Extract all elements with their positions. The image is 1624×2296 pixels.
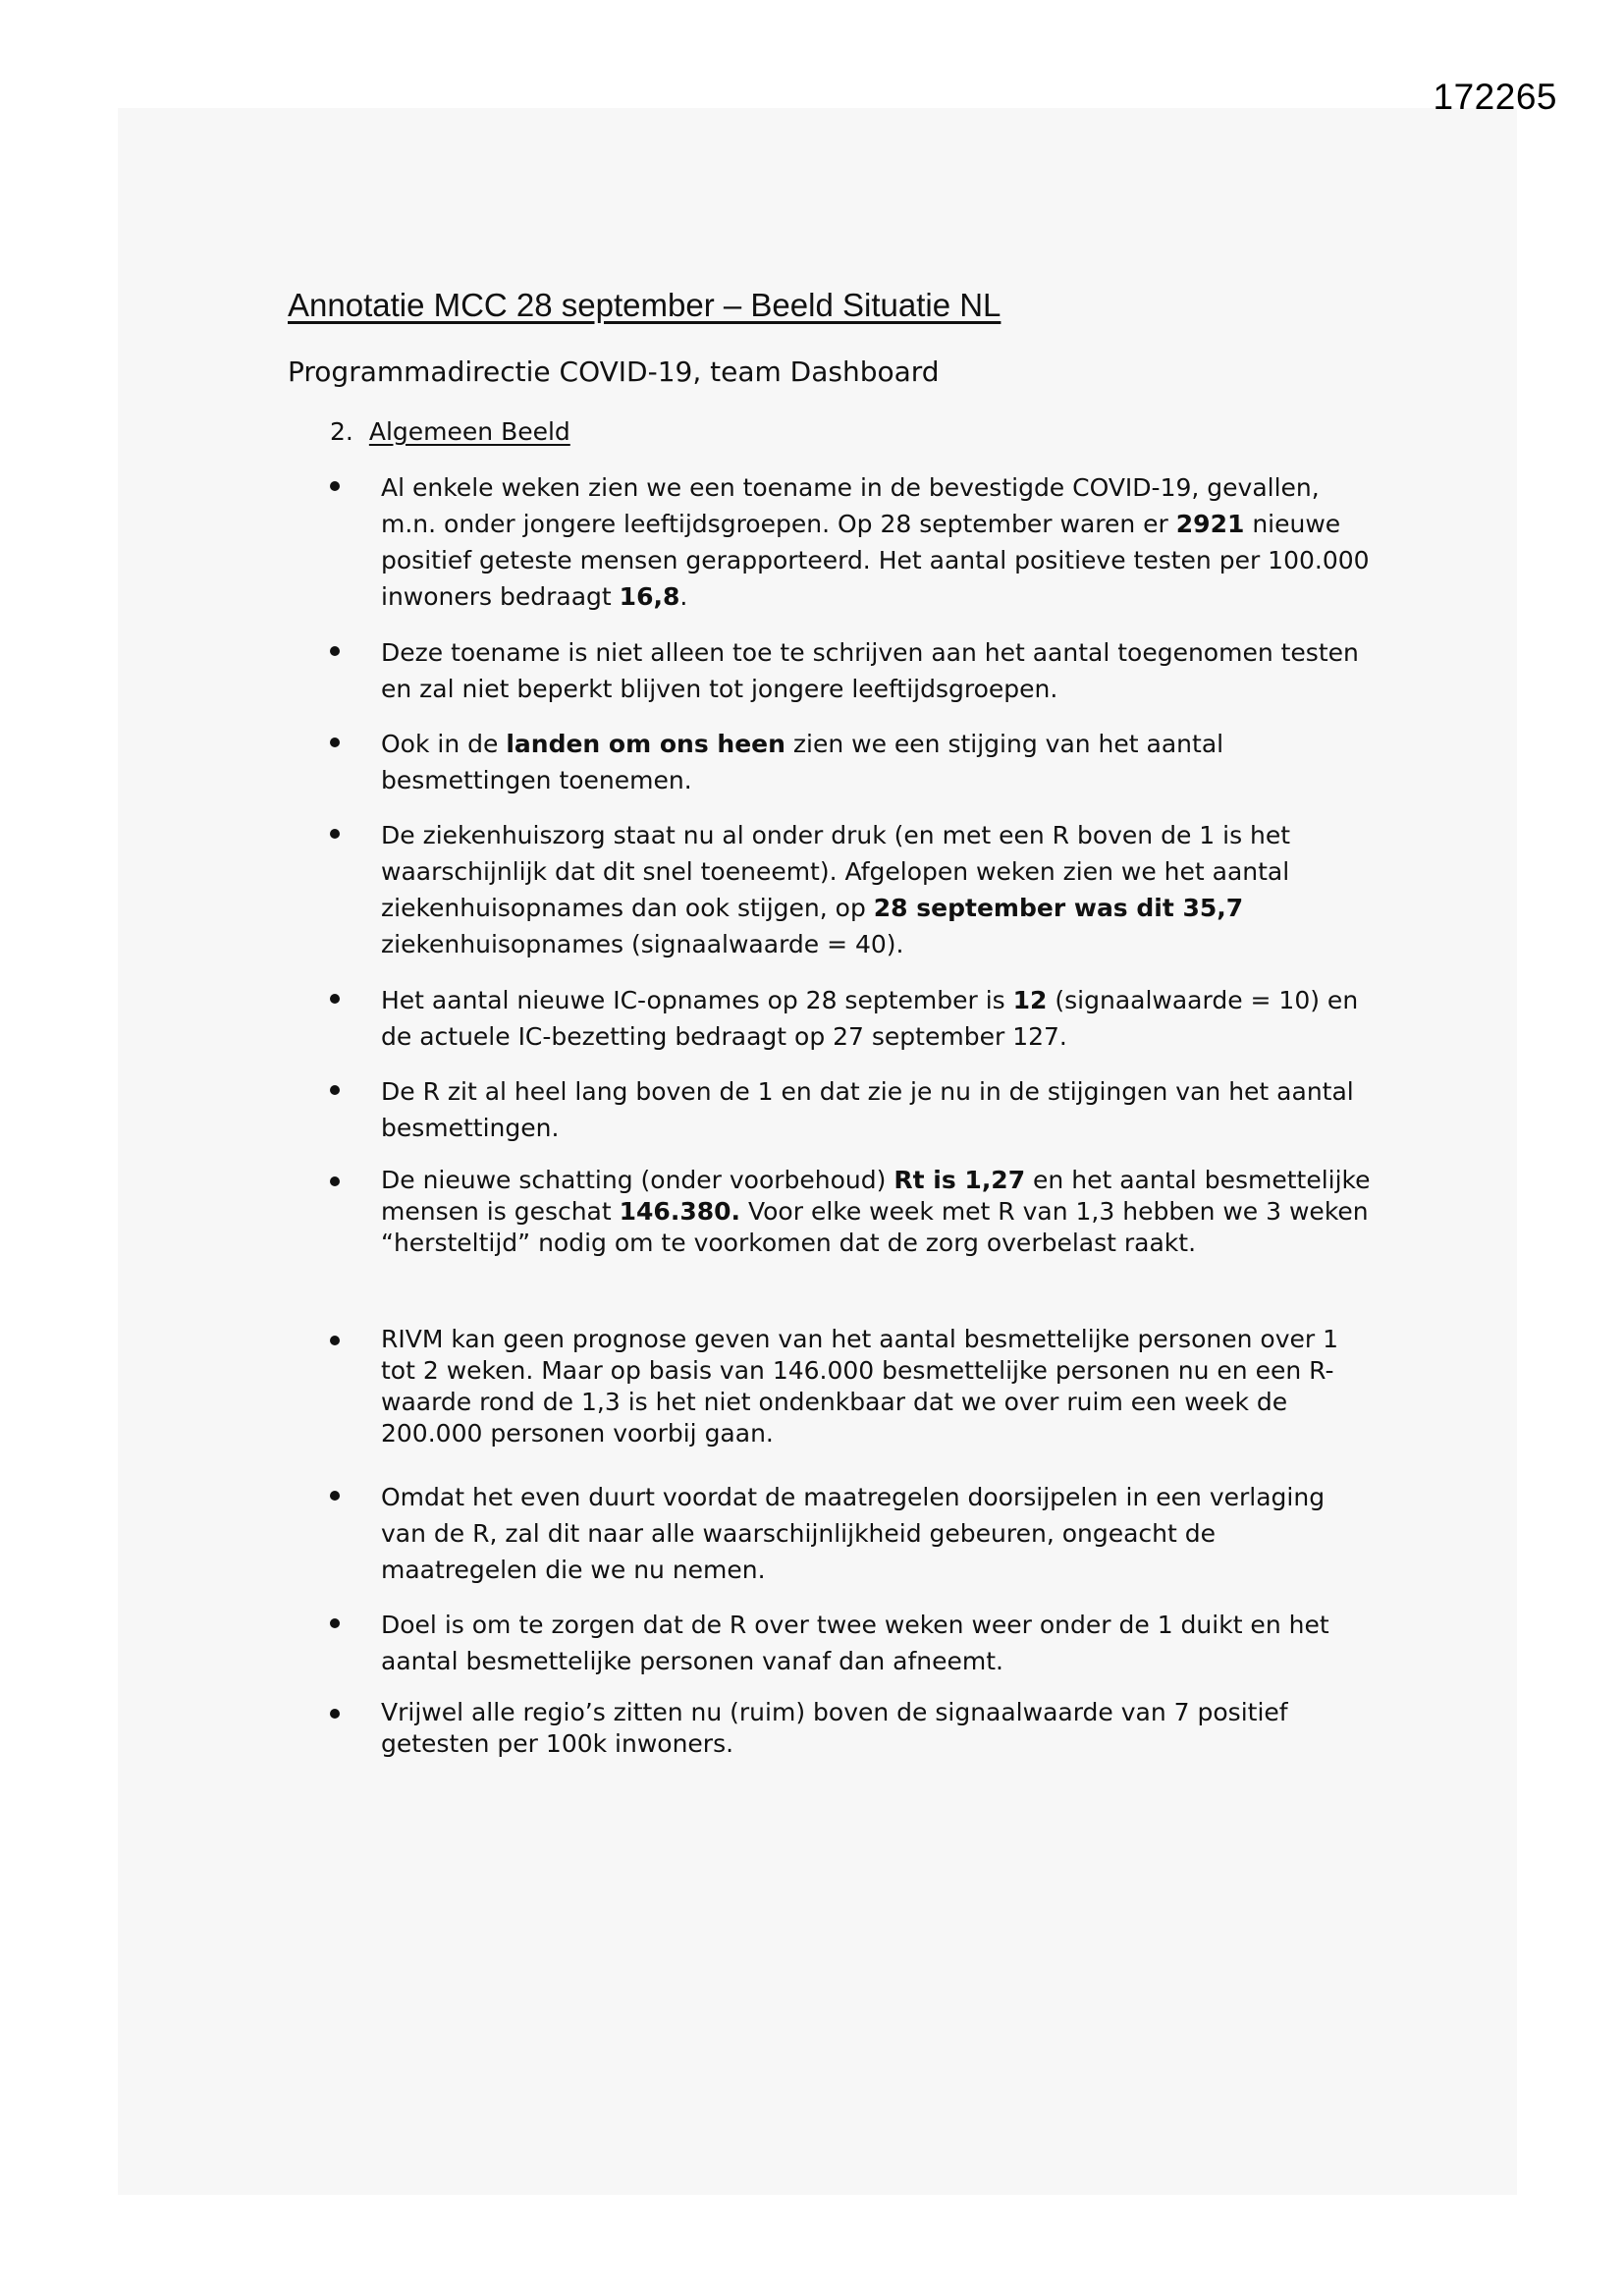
bullet-dot-icon [330, 1336, 340, 1345]
scan-background [118, 108, 1517, 2195]
bullet-text: Al enkele weken zien we een toename in de bevestigde COVID-19, gevallen, m.n. onder jongere leeftijdsgroepen. Op 28 september waren er 2921 nieuwe positief geteste mensen gerapporteerd. Het aantal positieve testen per 100.000 inwoners bedraagt 16,8. [381, 473, 1370, 611]
bullet-item [330, 817, 1371, 962]
document-number: 172265 [1433, 77, 1557, 117]
bullet-item [330, 1073, 1371, 1146]
bullet-text: De ziekenhuiszorg staat nu al onder druk (en met een R boven de 1 is het waarschijnlijk dat dit snel toeneemt). Afgelopen weken zien we het aantal ziekenhuisopnames dan ook stijgen, op 28 september was dit 35,7 ziekenhuisopnames (signaalwaarde = 40). [381, 821, 1291, 958]
bullet-text: Doel is om te zorgen dat de R over twee weken weer onder de 1 duikt en het aantal besmettelijke personen vanaf dan afneemt. [381, 1611, 1329, 1675]
bullet-item [330, 1324, 1371, 1449]
bullet-text: Ook in de landen om ons heen zien we een stijging van het aantal besmettingen toenemen. [381, 730, 1224, 794]
bullet-item [330, 1697, 1371, 1760]
bullet-text: Omdat het even duurt voordat de maatregelen doorsijpelen in een verlaging van de R, zal dit naar alle waarschijnlijkheid gebeuren, ongeacht de maatregelen die we nu nemen. [381, 1483, 1326, 1584]
bullet-text: De R zit al heel lang boven de 1 en dat zie je nu in de stijgingen van het aantal besmettingen. [381, 1077, 1354, 1142]
page-title: Annotatie MCC 28 september – Beeld Situatie NL [288, 287, 1001, 323]
section-number: 2. [330, 417, 353, 446]
bullet-text: De nieuwe schatting (onder voorbehoud) Rt is 1,27 en het aantal besmettelijke mensen is geschat 146.380. Voor elke week met R van 1,3 hebben we 3 weken “hersteltijd” nodig om te voorkomen dat de zorg overbelast raakt. [381, 1166, 1371, 1257]
bullet-dot-icon [330, 994, 340, 1004]
bullet-dot-icon [330, 738, 340, 747]
bullet-text: Het aantal nieuwe IC-opnames op 28 september is 12 (signaalwaarde = 10) en de actuele IC-bezetting bedraagt op 27 september 127. [381, 986, 1359, 1051]
bullet-item [330, 726, 1371, 798]
bullet-text: Deze toename is niet alleen toe te schrijven aan het aantal toegenomen testen en zal niet beperkt blijven tot jongere leeftijdsgroepen. [381, 638, 1359, 703]
page-subtitle: Programmadirectie COVID-19, team Dashboard [288, 355, 940, 388]
bullet-dot-icon [330, 646, 340, 656]
bullet-item [330, 982, 1371, 1055]
bullet-dot-icon [330, 1491, 340, 1501]
bullet-dot-icon [330, 481, 340, 491]
bullet-dot-icon [330, 829, 340, 839]
bullet-item [330, 469, 1371, 615]
bullet-item [330, 1607, 1371, 1679]
bullet-text: Vrijwel alle regio’s zitten nu (ruim) boven de signaalwaarde van 7 positief getesten per 100k inwoners. [381, 1698, 1288, 1758]
bullet-item [330, 1479, 1371, 1588]
bullet-item [330, 1165, 1371, 1259]
bullet-text: RIVM kan geen prognose geven van het aantal besmettelijke personen over 1 tot 2 weken. Maar op basis van 146.000 besmettelijke personen nu en een R-waarde rond de 1,3 is het niet ondenkbaar dat we over ruim een week de 200.000 personen voorbij gaan. [381, 1325, 1338, 1448]
bullet-dot-icon [330, 1176, 340, 1186]
bullet-dot-icon [330, 1085, 340, 1095]
bullet-dot-icon [330, 1618, 340, 1628]
section-heading [330, 417, 570, 446]
bullet-item [330, 634, 1371, 707]
section-label: Algemeen Beeld [368, 417, 570, 446]
bullet-dot-icon [330, 1709, 340, 1719]
